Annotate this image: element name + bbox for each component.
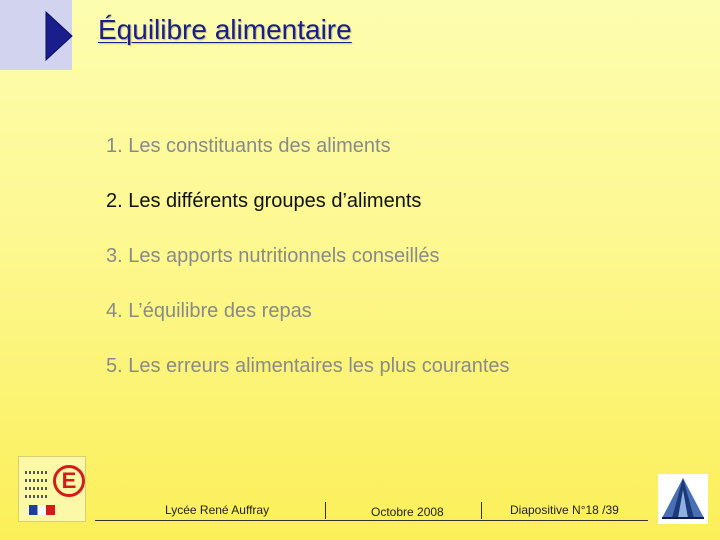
french-flag-icon: [29, 505, 55, 515]
footer-separator: [481, 502, 482, 519]
menu-item-5[interactable]: 5. Les erreurs alimentaires les plus courantes: [106, 355, 510, 377]
footer-date: Octobre 2008: [371, 505, 444, 519]
slide-title: Équilibre alimentaire: [98, 14, 352, 45]
menu-item-4[interactable]: 4. L’équilibre des repas: [106, 300, 312, 322]
footer-divider: [95, 520, 648, 521]
corner-decoration: [0, 0, 72, 70]
menu-item-2[interactable]: 2. Les différents groupes d’aliments: [106, 190, 422, 212]
education-nationale-logo: [18, 456, 86, 522]
menu-item-3[interactable]: 3. Les apports nutritionnels conseillés: [106, 245, 440, 267]
footer-separator: [325, 502, 326, 519]
menu-item-1[interactable]: 1. Les constituants des aliments: [106, 135, 391, 157]
footer-slide-number: Diapositive N°18 /39: [510, 503, 619, 517]
e-emblem-icon: E: [53, 465, 85, 497]
outline-menu: [106, 132, 510, 407]
triangle-logo-icon: [658, 474, 708, 524]
lycee-logo: [658, 474, 708, 524]
arrow-right-icon: [44, 10, 74, 62]
footer-school: Lycée René Auffray: [165, 503, 270, 517]
